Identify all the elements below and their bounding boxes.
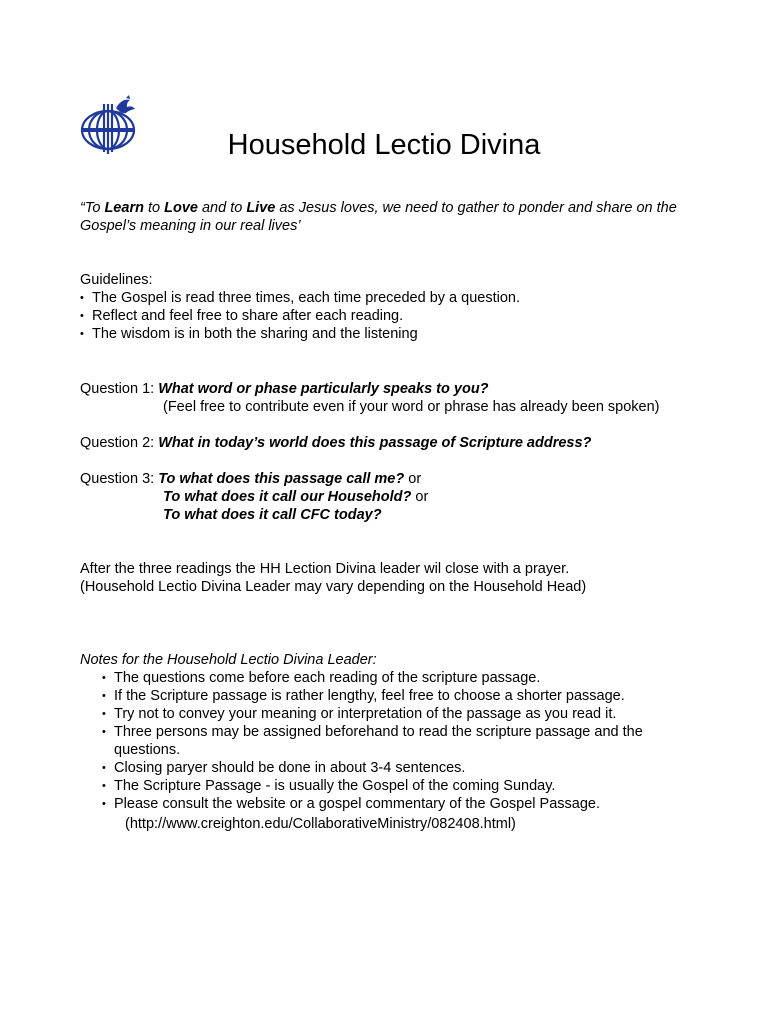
guidelines-list — [80, 289, 520, 343]
list-item: • The questions come before each reading of the scripture passage. — [100, 669, 680, 687]
list-item: • The wisdom is in both the sharing and the listening — [80, 325, 520, 343]
notes-heading: Notes for the Household Lectio Divina Leader: — [80, 652, 377, 668]
quote-live: Live — [246, 200, 276, 216]
list-item: • The Gospel is read three times, each time preceded by a question. — [80, 289, 520, 307]
question-1-note: (Feel free to contribute even if your word or phrase has already been spoken) — [163, 399, 660, 415]
question-2-label: Question 2: — [80, 435, 159, 451]
question-2 — [80, 434, 591, 452]
list-item: • If the Scripture passage is rather lengthy, feel free to choose a shorter passage. — [100, 687, 680, 705]
list-item: • Closing paryer should be done in about 3-4 sentences. — [100, 759, 680, 777]
guidelines-heading: Guidelines: — [80, 272, 153, 288]
notes-list — [100, 669, 680, 813]
question-3-line-1: To what does this passage call me? — [158, 471, 405, 487]
question-3-line-3: To what does it call CFC today? — [163, 507, 382, 523]
list-item: • The Scripture Passage - is usually the Gospel of the coming Sunday. — [100, 777, 680, 795]
question-3-label: Question 3: — [80, 471, 159, 487]
list-item: • Three persons may be assigned beforehand to read the scripture passage and the questions. — [100, 723, 680, 759]
opening-quote: “To Learn to Love and to Live as Jesus loves, we need to gather to ponder and share on the Gospel’s meaning in our real lives’ — [80, 200, 677, 234]
closing-line-1: After the three readings the HH Lection Divina leader wil close with a prayer. — [80, 561, 570, 577]
quote-learn: Learn — [104, 200, 144, 216]
question-3-line-2-row: To what does it call our Household? or — [163, 489, 429, 505]
list-item: • Try not to convey your meaning or interpretation of the passage as you read it. — [100, 705, 680, 723]
list-item: • Reflect and feel free to share after each reading. — [80, 307, 520, 325]
question-3-line-2: To what does it call our Household? — [163, 489, 412, 505]
quote-love: Love — [164, 200, 198, 216]
page-title: Household Lectio Divina — [227, 129, 541, 161]
notes-url: (http://www.creighton.edu/CollaborativeMinistry/082408.html) — [125, 816, 516, 832]
question-2-text: What in today’s world does this passage of Scripture address? — [158, 435, 592, 451]
question-3: Question 3: To what does this passage call me? or — [80, 471, 422, 487]
question-1-text: What word or phase particularly speaks to you? — [158, 381, 489, 397]
question-3-line-3-row — [163, 506, 382, 524]
question-1 — [80, 380, 489, 398]
list-item: • Please consult the website or a gospel commentary of the Gospel Passage. — [100, 795, 680, 813]
question-1-label: Question 1: — [80, 381, 159, 397]
closing-line-2: (Household Lectio Divina Leader may vary depending on the Household Head) — [80, 579, 587, 595]
